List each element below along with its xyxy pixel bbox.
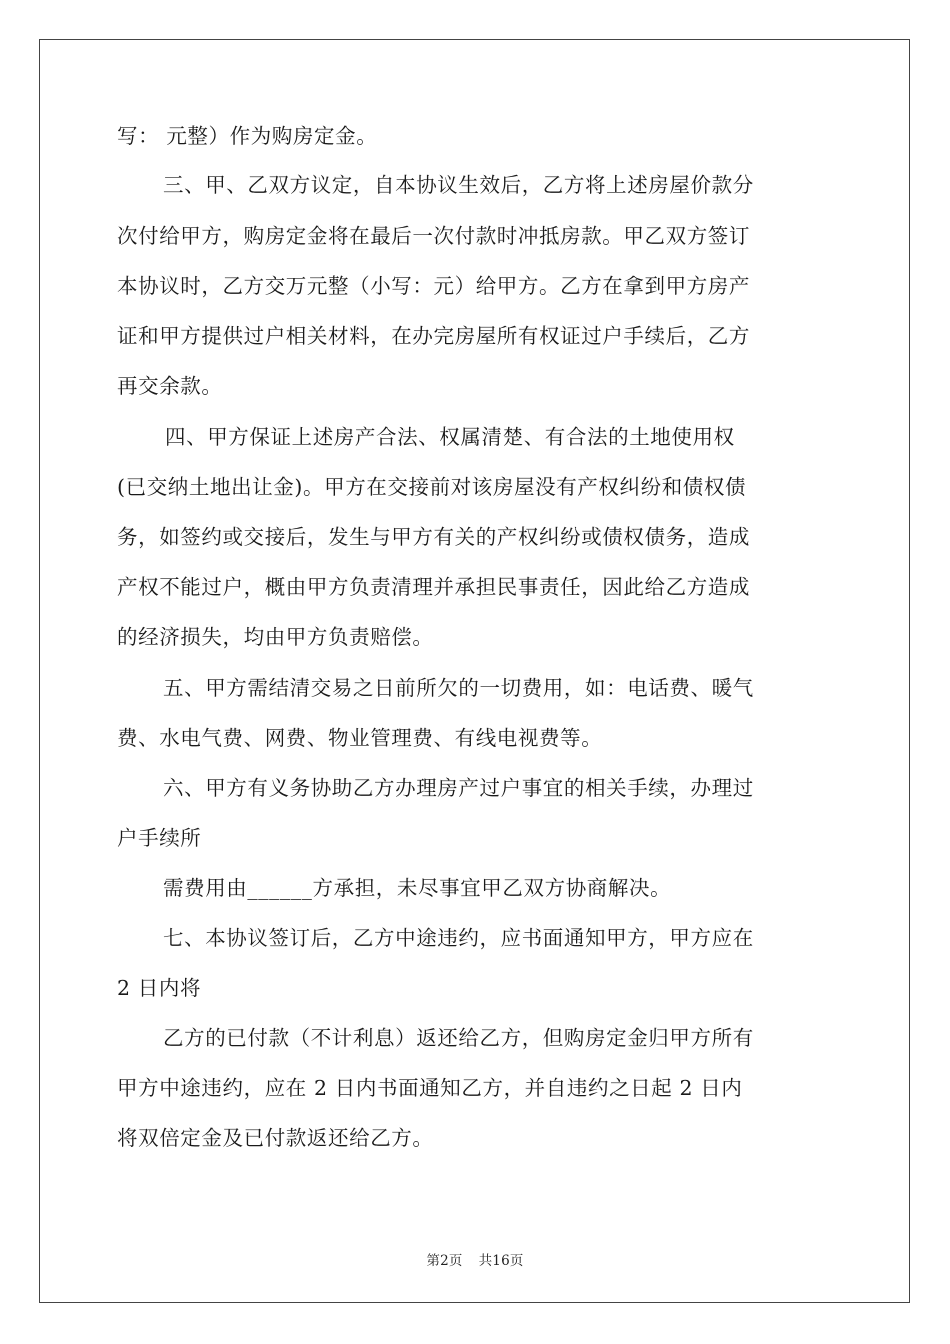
page-total: 共16页: [478, 1253, 524, 1269]
text-line: 证和甲方提供过户相关材料，在办完房屋所有权证过户手续后，乙方: [117, 324, 750, 348]
text-line: 乙方的已付款（不计利息）返还给乙方，但购房定金归甲方所有: [163, 1026, 754, 1050]
text-line: 五、甲方需结清交易之日前所欠的一切费用，如：电话费、暖气: [163, 676, 754, 700]
text-line: 三、甲、乙双方议定，自本协议生效后，乙方将上述房屋价款分: [163, 173, 754, 197]
text-line: 费、水电气费、网费、物业管理费、有线电视费等。: [117, 726, 603, 750]
text-line: 再交余款。: [117, 374, 223, 398]
text-line: 2 日内将: [117, 976, 202, 1000]
text-line: 七、本协议签订后，乙方中途违约，应书面通知甲方，甲方应在: [163, 926, 754, 950]
text-line: 甲方中途违约，应在 2 日内书面通知乙方，并自违约之日起 2 日内: [117, 1076, 743, 1100]
text-line: 的经济损失，均由甲方负责赔偿。: [117, 625, 434, 649]
text-line: 将双倍定金及已付款返还给乙方。: [117, 1126, 434, 1150]
text-line: 产权不能过户，概由甲方负责清理并承担民事责任，因此给乙方造成: [117, 575, 750, 599]
text-line: 写： 元整）作为购房定金。: [117, 124, 378, 148]
text-line: 需费用由______方承担，未尽事宜甲乙双方协商解决。: [163, 876, 672, 900]
page-number: 第2页: [426, 1253, 463, 1269]
text-line: (已交纳土地出让金)。甲方在交接前对该房屋没有产权纠纷和债权债: [117, 475, 747, 499]
text-line: 本协议时，乙方交万元整（小写：元）给甲方。乙方在拿到甲方房产: [117, 274, 750, 298]
text-line: 次付给甲方，购房定金将在最后一次付款时冲抵房款。甲乙双方签订: [117, 224, 750, 248]
page-footer: [0, 1249, 950, 1269]
text-line: 六、甲方有义务协助乙方办理房产过户事宜的相关手续，办理过: [163, 776, 754, 800]
text-line: 户手续所: [117, 826, 202, 850]
text-line: 四、甲方保证上述房产合法、权属清楚、有合法的土地使用权: [165, 425, 735, 449]
text-line: 务，如签约或交接后，发生与甲方有关的产权纠纷或债权债务，造成: [117, 525, 750, 549]
